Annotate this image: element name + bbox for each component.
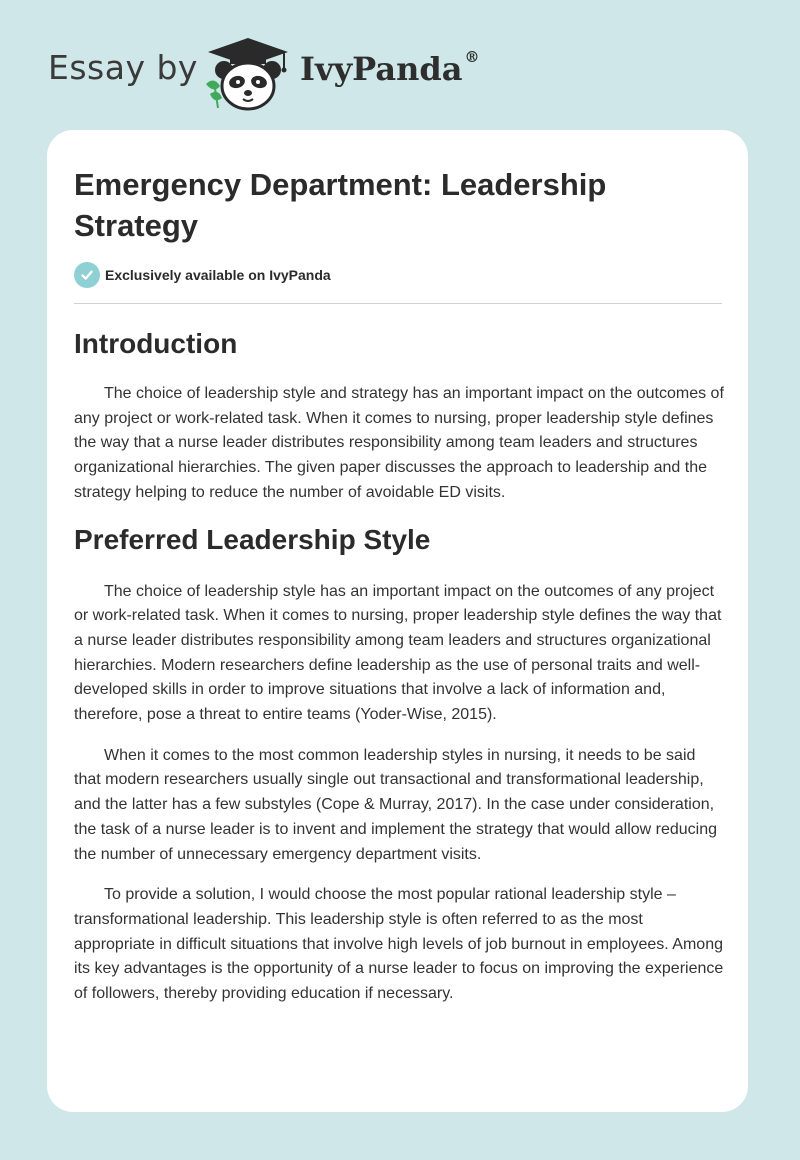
- registered-mark: ®: [464, 48, 480, 66]
- paragraph: To provide a solution, I would choose the most popular rational leadership style – transformational leadership. This leadership style is often referred to as the most appropriate in difficult situations that involve high levels of job burnout in employees. Among its key advantages is the opportunity of a nurse leader to focus on improving the experience of followers, thereby providing education if necessary.: [74, 886, 724, 1003]
- check-circle-icon: [74, 262, 100, 288]
- article-card: [47, 130, 748, 1112]
- paragraph: The choice of leadership style and strategy has an important impact on the outcomes of any project or work-related task. When it comes to nursing, proper leadership style defines the way that a nurse leader distributes responsibility among team leaders and structures organizational hierarchies. The given paper discusses the approach to leadership and the strategy helping to reduce the number of avoidable ED visits.: [74, 385, 724, 501]
- panda-graduate-icon: [200, 36, 296, 112]
- exclusive-badge: [74, 262, 331, 288]
- exclusive-badge-label: Exclusively available on IvyPanda: [105, 267, 331, 283]
- site-header: [0, 0, 800, 120]
- paragraph: The choice of leadership style has an important impact on the outcomes of any project or work-related task. When it comes to nursing, proper leadership style defines the way that a nurse leader distributes responsibility among team leaders and structures organizational hierarchies. Modern researchers define leadership as the use of personal traits and well-developed skills in order to improve situations that involve a lack of information and, therefore, pose a threat to entire teams (Yoder-Wise, 2015).: [74, 582, 722, 724]
- brand-wordmark[interactable]: [300, 50, 479, 88]
- brand-name: IvyPanda: [300, 50, 463, 88]
- article-body: [74, 326, 726, 1023]
- section-heading-introduction: Introduction: [74, 328, 238, 359]
- section-heading-preferred-leadership-style: Preferred Leadership Style: [74, 523, 431, 555]
- essay-by-label: Essay by: [48, 48, 198, 87]
- divider: [74, 303, 722, 304]
- article-title: Emergency Department: Leadership Strategy: [74, 167, 607, 243]
- paragraph: When it comes to the most common leadership styles in nursing, it needs to be said that modern researchers usually single out transactional and transformational leadership, and the latter has a few substyles (Cope & Murray, 2017). In the case under consideration, the task of a nurse leader is to invent and implement the strategy that would allow reducing the number of unnecessary emergency department visits.: [74, 746, 718, 863]
